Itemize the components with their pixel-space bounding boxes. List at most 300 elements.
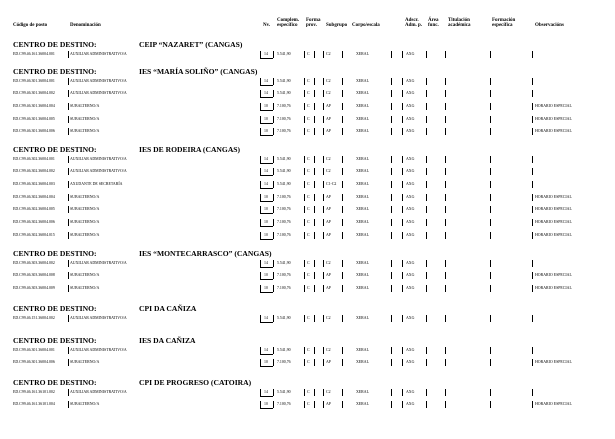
column-rule xyxy=(342,359,343,366)
column-rule xyxy=(260,156,261,163)
column-rule xyxy=(490,232,491,239)
table-row xyxy=(13,115,613,124)
cell-adscr: AXG xyxy=(406,347,415,352)
centro-name: IES DE RODEIRA (CANGAS) xyxy=(139,145,241,154)
column-rule xyxy=(304,285,305,292)
column-rule xyxy=(260,260,261,267)
cell-adscr: AXG xyxy=(406,116,415,121)
column-rule xyxy=(391,359,392,366)
table-row xyxy=(13,400,613,409)
cell-comp: 5.541,90 xyxy=(277,156,291,161)
cell-forma: C xyxy=(307,402,310,407)
cell-comp: 7.100,76 xyxy=(277,220,291,224)
column-rule xyxy=(323,103,324,110)
column-rule xyxy=(260,272,261,279)
column-rule xyxy=(68,389,69,396)
cell-nv: 10 xyxy=(264,207,268,212)
cell-adscr: AXG xyxy=(406,91,415,96)
column-rule xyxy=(445,128,446,135)
column-rule xyxy=(532,347,533,354)
column-rule xyxy=(273,90,274,97)
column-rule xyxy=(273,51,274,58)
column-rule xyxy=(68,78,69,85)
column-rule xyxy=(391,347,392,354)
column-rule xyxy=(490,194,491,201)
cell-nv: 10 xyxy=(264,194,268,199)
column-rule xyxy=(426,78,427,85)
cell-denom: AUXILIAR ADMINISTRATIVO/A xyxy=(70,91,127,96)
cell-comp: 7.100,76 xyxy=(277,194,291,199)
column-rule xyxy=(314,90,315,97)
table-row xyxy=(13,102,613,111)
column-rule xyxy=(391,315,392,322)
column-rule xyxy=(490,128,491,135)
cell-forma: C xyxy=(307,232,310,237)
column-rule xyxy=(342,116,343,123)
cell-code: ED.C99.46.161.36101.004 xyxy=(13,402,55,407)
cell-denom: SUBALTERNO/A xyxy=(70,360,100,365)
cell-forma: C xyxy=(307,347,310,352)
cell-nv: 10 xyxy=(264,129,268,134)
cell-forma: C xyxy=(307,315,310,320)
column-rule xyxy=(402,285,403,292)
column-rule xyxy=(68,272,69,279)
table-row xyxy=(13,346,613,355)
column-rule xyxy=(68,181,69,188)
column-rule xyxy=(323,232,324,239)
column-rule xyxy=(490,103,491,110)
column-rule xyxy=(273,285,274,292)
cell-observacions: HORARIO ESPECIAL xyxy=(535,402,572,407)
cell-denom: AUXILIAR ADMINISTRATIVO/A xyxy=(70,389,127,394)
cell-comp: 5.541,90 xyxy=(277,169,291,174)
column-rule xyxy=(532,156,533,163)
column-rule xyxy=(532,116,533,123)
column-rule xyxy=(314,272,315,279)
cell-forma: C xyxy=(307,220,310,224)
column-rule xyxy=(323,315,324,322)
cell-denom: SUBALTERNO/A xyxy=(70,129,100,134)
header-formacion: Formación específica xyxy=(492,17,516,28)
centro-name: CPI DE PROGRESO (CATOIRA) xyxy=(139,378,252,387)
column-rule xyxy=(260,232,261,239)
column-rule xyxy=(490,285,491,292)
column-rule xyxy=(532,272,533,279)
cell-nv: 10 xyxy=(264,273,268,278)
column-rule xyxy=(342,285,343,292)
cell-comp: 5.541,90 xyxy=(277,347,291,352)
column-rule xyxy=(391,206,392,213)
column-rule xyxy=(323,78,324,85)
column-rule xyxy=(426,156,427,163)
column-rule xyxy=(342,181,343,188)
cell-corpo: XERAL xyxy=(356,402,369,407)
column-rule xyxy=(314,181,315,188)
cell-code: ED.C99.46.303.36004.008 xyxy=(13,273,55,278)
centro-name: CEIP “NAZARET” (CANGAS) xyxy=(139,40,243,49)
column-rule xyxy=(323,359,324,366)
column-rule xyxy=(445,260,446,267)
table-row xyxy=(13,193,613,202)
column-rule xyxy=(323,347,324,354)
column-rule xyxy=(490,156,491,163)
row-underline xyxy=(260,97,273,98)
column-rule xyxy=(490,272,491,279)
cell-denom: AUXILIAR ADMINISTRATIVO/A xyxy=(70,260,127,265)
column-rule xyxy=(391,181,392,188)
column-rule xyxy=(490,51,491,58)
column-rule xyxy=(314,315,315,322)
cell-forma: C xyxy=(307,103,310,108)
row-underline xyxy=(260,135,273,136)
column-rule xyxy=(490,260,491,267)
column-rule xyxy=(490,78,491,85)
cell-sub: C2 xyxy=(326,169,331,174)
cell-nv: 14 xyxy=(264,169,268,174)
cell-denom: SUBALTERNO/A xyxy=(70,273,100,278)
table-row xyxy=(13,259,613,268)
cell-comp: 7.100,76 xyxy=(277,402,291,407)
column-rule xyxy=(426,272,427,279)
table-row xyxy=(13,205,613,214)
column-rule xyxy=(260,219,261,226)
row-underline xyxy=(260,322,273,323)
centro-label: CENTRO DE DESTINO: xyxy=(13,336,97,345)
cell-corpo: XERAL xyxy=(356,347,369,352)
column-rule xyxy=(532,78,533,85)
column-rule xyxy=(273,347,274,354)
column-rule xyxy=(260,51,261,58)
cell-corpo: XERAL xyxy=(356,232,369,237)
column-rule xyxy=(260,359,261,366)
column-rule xyxy=(402,156,403,163)
column-rule xyxy=(260,103,261,110)
column-rule xyxy=(323,168,324,175)
column-rule xyxy=(68,206,69,213)
column-rule xyxy=(490,116,491,123)
cell-forma: C xyxy=(307,156,310,161)
column-rule xyxy=(445,116,446,123)
column-rule xyxy=(342,128,343,135)
column-rule xyxy=(402,51,403,58)
column-rule xyxy=(304,389,305,396)
cell-nv: 14 xyxy=(264,156,268,161)
cell-forma: C xyxy=(307,181,310,186)
column-rule xyxy=(532,232,533,239)
header-adscripcion: Adscr. Adm. p. xyxy=(405,17,423,28)
table-row xyxy=(13,218,613,227)
header-corpo: Corpo/escala xyxy=(352,23,380,28)
column-rule xyxy=(314,51,315,58)
column-rule xyxy=(314,128,315,135)
column-rule xyxy=(342,315,343,322)
column-rule xyxy=(314,219,315,226)
column-rule xyxy=(323,128,324,135)
column-rule xyxy=(314,156,315,163)
column-rule xyxy=(260,347,261,354)
cell-corpo: XERAL xyxy=(356,116,369,121)
column-rule xyxy=(342,78,343,85)
cell-code: ED.C99.46.302.36004.006 xyxy=(13,220,55,224)
cell-corpo: XERAL xyxy=(356,181,369,186)
column-rule xyxy=(342,168,343,175)
column-rule xyxy=(391,260,392,267)
cell-denom: AUXILIAR ADMINISTRATIVO/A xyxy=(70,51,127,56)
cell-adscr: AXG xyxy=(406,194,415,199)
cell-sub: AP xyxy=(326,129,331,134)
column-rule xyxy=(273,194,274,201)
cell-comp: 7.100,76 xyxy=(277,285,291,290)
column-rule xyxy=(314,194,315,201)
column-rule xyxy=(304,315,305,322)
column-rule xyxy=(260,90,261,97)
cell-corpo: XERAL xyxy=(356,156,369,161)
column-rule xyxy=(342,232,343,239)
column-rule xyxy=(273,156,274,163)
cell-forma: C xyxy=(307,285,310,290)
centro-label: CENTRO DE DESTINO: xyxy=(13,40,97,49)
header-area: Área func. xyxy=(428,17,439,28)
cell-sub: C2 xyxy=(326,156,331,161)
cell-adscr: AXG xyxy=(406,156,415,161)
cell-nv: 14 xyxy=(264,91,268,96)
cell-sub: C2 xyxy=(326,51,331,56)
centro-label: CENTRO DE DESTINO: xyxy=(13,67,97,76)
column-rule xyxy=(273,359,274,366)
cell-sub: AP xyxy=(326,194,331,199)
column-rule xyxy=(391,103,392,110)
cell-adscr: AXG xyxy=(406,389,415,394)
cell-comp: 5.541,90 xyxy=(277,389,291,394)
column-rule xyxy=(445,232,446,239)
row-underline xyxy=(260,239,273,240)
column-rule xyxy=(490,359,491,366)
cell-corpo: XERAL xyxy=(356,220,369,224)
cell-observacions: HORARIO ESPECIAL xyxy=(535,273,572,278)
cell-sub: AP xyxy=(326,103,331,108)
column-rule xyxy=(445,51,446,58)
column-rule xyxy=(314,285,315,292)
cell-corpo: XERAL xyxy=(356,91,369,96)
cell-nv: 14 xyxy=(264,347,268,352)
cell-corpo: XERAL xyxy=(356,103,369,108)
column-rule xyxy=(260,128,261,135)
cell-code: ED.C99.46.301.36004.001 xyxy=(13,347,55,352)
centro-name: CPI DA CAÑIZA xyxy=(139,304,197,313)
cell-observacions: HORARIO ESPECIAL xyxy=(535,207,572,212)
column-rule xyxy=(304,272,305,279)
column-rule xyxy=(304,260,305,267)
column-rule xyxy=(273,206,274,213)
cell-nv: 14 xyxy=(264,389,268,394)
column-rule xyxy=(402,194,403,201)
cell-sub: AP xyxy=(326,285,331,290)
cell-code: ED.C99.46.161.36101.002 xyxy=(13,389,55,394)
table-row xyxy=(13,155,613,164)
row-underline xyxy=(260,408,273,409)
column-rule xyxy=(273,78,274,85)
column-rule xyxy=(490,181,491,188)
cell-observacions: HORARIO ESPECIAL xyxy=(535,360,572,365)
column-rule xyxy=(260,206,261,213)
header-observacions: Observacións xyxy=(535,23,564,28)
column-rule xyxy=(323,219,324,226)
column-rule xyxy=(323,194,324,201)
cell-nv: 10 xyxy=(264,220,268,224)
column-rule xyxy=(402,272,403,279)
row-underline xyxy=(260,175,273,176)
column-rule xyxy=(426,285,427,292)
cell-corpo: XERAL xyxy=(356,129,369,134)
cell-adscr: AXG xyxy=(406,273,415,278)
column-rule xyxy=(532,359,533,366)
table-row xyxy=(13,284,613,293)
column-rule xyxy=(445,359,446,366)
column-rule xyxy=(490,90,491,97)
column-rule xyxy=(323,156,324,163)
column-rule xyxy=(391,128,392,135)
row-underline xyxy=(260,213,273,214)
header-forma: Forma prov. xyxy=(306,17,321,28)
cell-comp: 7.100,76 xyxy=(277,207,291,212)
column-rule xyxy=(426,260,427,267)
column-rule xyxy=(68,285,69,292)
cell-forma: C xyxy=(307,260,310,265)
cell-code: ED.C99.46.301.36004.005 xyxy=(13,116,55,121)
header-codigo: Código de posto xyxy=(13,23,48,28)
cell-corpo: XERAL xyxy=(356,78,369,83)
column-rule xyxy=(260,116,261,123)
cell-adscr: AXG xyxy=(406,360,415,365)
cell-forma: C xyxy=(307,207,310,212)
cell-denom: AUXILIAR ADMINISTRATIVO/A xyxy=(70,169,127,174)
column-rule xyxy=(391,156,392,163)
cell-nv: 14 xyxy=(264,181,268,186)
column-rule xyxy=(391,401,392,408)
cell-code: ED.C99.46.301.36004.006 xyxy=(13,360,55,365)
column-rule xyxy=(314,401,315,408)
header-subgrupo: Subgrupo xyxy=(326,23,348,28)
column-rule xyxy=(314,232,315,239)
cell-adscr: AXG xyxy=(406,129,415,134)
cell-forma: C xyxy=(307,360,310,365)
cell-adscr: AXG xyxy=(406,315,415,320)
column-rule xyxy=(304,194,305,201)
column-rule xyxy=(402,168,403,175)
cell-corpo: XERAL xyxy=(356,315,369,320)
column-rule xyxy=(402,103,403,110)
column-rule xyxy=(304,181,305,188)
column-rule xyxy=(68,347,69,354)
column-rule xyxy=(391,272,392,279)
cell-observacions: HORARIO ESPECIAL xyxy=(535,194,572,199)
column-rule xyxy=(342,194,343,201)
cell-corpo: XERAL xyxy=(356,389,369,394)
column-rule xyxy=(342,389,343,396)
column-rule xyxy=(426,359,427,366)
centro-label: CENTRO DE DESTINO: xyxy=(13,378,97,387)
cell-sub: C2 xyxy=(326,91,331,96)
cell-forma: C xyxy=(307,273,310,278)
cell-adscr: AXG xyxy=(406,402,415,407)
column-rule xyxy=(273,232,274,239)
column-rule xyxy=(391,78,392,85)
column-rule xyxy=(402,401,403,408)
cell-sub: C2 xyxy=(326,389,331,394)
centro-name: IES DA CAÑIZA xyxy=(139,336,196,345)
cell-denom: SUBALTERNO/A xyxy=(70,194,100,199)
column-rule xyxy=(445,78,446,85)
column-rule xyxy=(391,389,392,396)
row-underline xyxy=(260,58,273,59)
cell-comp: 5.541,90 xyxy=(277,91,291,96)
table-row xyxy=(13,77,613,86)
cell-forma: C xyxy=(307,129,310,134)
column-rule xyxy=(68,156,69,163)
cell-sub: AP xyxy=(326,402,331,407)
column-rule xyxy=(323,181,324,188)
column-rule xyxy=(391,168,392,175)
cell-corpo: XERAL xyxy=(356,207,369,212)
table-row xyxy=(13,127,613,136)
column-rule xyxy=(314,103,315,110)
column-rule xyxy=(490,315,491,322)
column-rule xyxy=(68,194,69,201)
column-rule xyxy=(304,51,305,58)
cell-denom: SUBALTERNO/A xyxy=(70,220,100,224)
column-rule xyxy=(304,128,305,135)
column-rule xyxy=(402,232,403,239)
column-rule xyxy=(68,232,69,239)
column-rule xyxy=(532,285,533,292)
column-rule xyxy=(391,51,392,58)
column-rule xyxy=(402,90,403,97)
column-rule xyxy=(532,90,533,97)
cell-denom: AUXILIAR ADMINISTRATIVO/A xyxy=(70,315,127,320)
cell-nv: 10 xyxy=(264,285,268,290)
column-rule xyxy=(314,347,315,354)
column-rule xyxy=(314,168,315,175)
cell-observacions: HORARIO ESPECIAL xyxy=(535,232,572,237)
column-rule xyxy=(490,219,491,226)
row-underline xyxy=(260,226,273,227)
cell-denom: AUXILIAR ADMINISTRATIVO/A xyxy=(70,156,127,161)
column-rule xyxy=(532,389,533,396)
table-row xyxy=(13,180,613,189)
row-underline xyxy=(260,292,273,293)
cell-adscr: AXG xyxy=(406,181,415,186)
column-rule xyxy=(445,206,446,213)
cell-comp: 7.100,76 xyxy=(277,273,291,278)
cell-denom: SUBALTERNO/A xyxy=(70,232,100,237)
row-underline xyxy=(260,396,273,397)
column-rule xyxy=(304,401,305,408)
cell-adscr: AXG xyxy=(406,285,415,290)
cell-sub: C2 xyxy=(326,315,331,320)
column-rule xyxy=(68,90,69,97)
column-rule xyxy=(323,285,324,292)
column-rule xyxy=(68,315,69,322)
cell-denom: SUBALTERNO/A xyxy=(70,103,100,108)
column-rule xyxy=(323,206,324,213)
cell-corpo: XERAL xyxy=(356,194,369,199)
cell-code: ED.C99.46.302.36004.004 xyxy=(13,194,55,199)
cell-observacions: HORARIO ESPECIAL xyxy=(535,129,572,134)
column-rule xyxy=(426,315,427,322)
column-rule xyxy=(490,389,491,396)
cell-forma: C xyxy=(307,389,310,394)
column-rule xyxy=(68,219,69,226)
